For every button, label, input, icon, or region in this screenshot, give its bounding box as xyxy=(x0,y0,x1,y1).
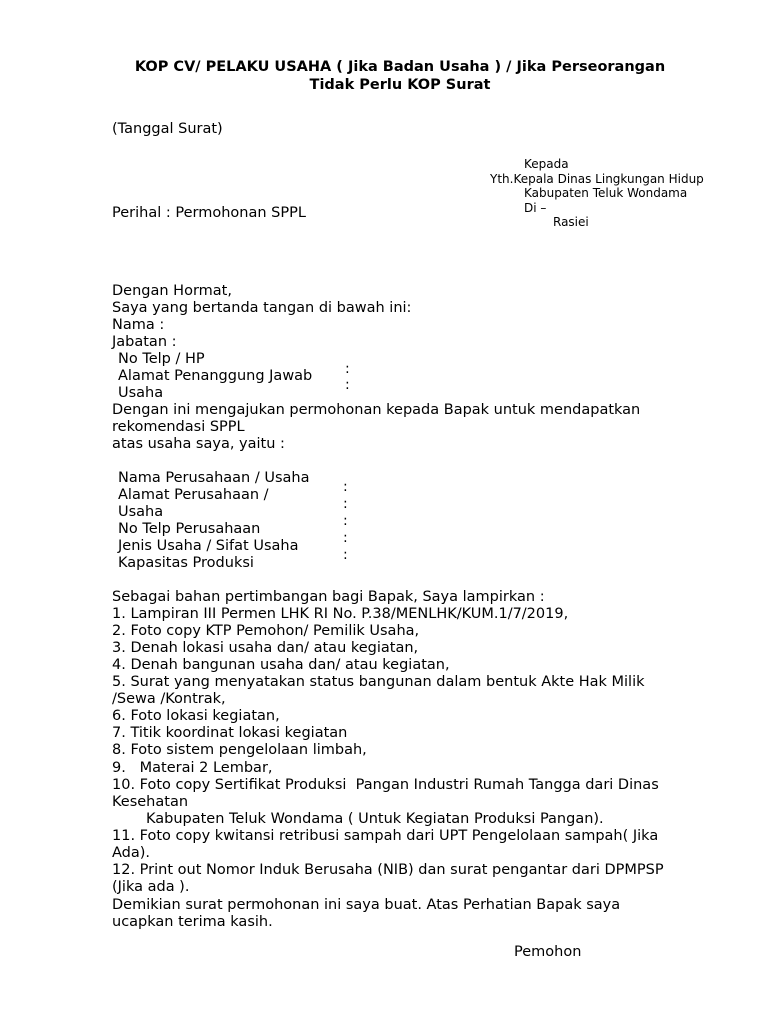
request-line3: atas usaha saya, yaitu : xyxy=(112,436,285,452)
colon-no-telp: : xyxy=(345,361,350,377)
recipient-place: Rasiei xyxy=(553,215,589,229)
attachment-item: 12. Print out Nomor Induk Berusaha (NIB) dan surat pengantar dari DPMPSP xyxy=(112,862,664,878)
attachment-item: 8. Foto sistem pengelolaan limbah, xyxy=(112,742,367,758)
letter-date: (Tanggal Surat) xyxy=(112,121,223,137)
attachment-item: /Sewa /Kontrak, xyxy=(112,691,226,707)
attachment-item: 2. Foto copy KTP Pemohon/ Pemilik Usaha, xyxy=(112,623,420,639)
attachment-item: 4. Denah bangunan usaha dan/ atau kegiatan, xyxy=(112,657,450,673)
attachment-item: Kabupaten Teluk Wondama ( Untuk Kegiatan Produksi Pangan). xyxy=(146,811,604,827)
attachment-item: 1. Lampiran III Permen LHK RI No. P.38/MENLHK/KUM.1/7/2019, xyxy=(112,606,569,622)
recipient-di: Di – xyxy=(524,201,547,215)
colon-no-telp-perusahaan: : xyxy=(343,513,348,529)
field-jenis-usaha: Jenis Usaha / Sifat Usaha xyxy=(118,538,299,554)
field-no-telp: No Telp / HP xyxy=(118,351,205,367)
field-alamat-perusahaan-line1: Alamat Perusahaan / xyxy=(118,487,269,503)
colon-jenis-usaha: : xyxy=(343,530,348,546)
field-jabatan: Jabatan : xyxy=(112,334,177,350)
closing-line2: ucapkan terima kasih. xyxy=(112,914,273,930)
field-alamat-line1: Alamat Penanggung Jawab xyxy=(118,368,313,384)
attachment-item: (Jika ada ). xyxy=(112,879,190,895)
greeting: Dengan Hormat, xyxy=(112,283,232,299)
field-kapasitas: Kapasitas Produksi xyxy=(118,555,254,571)
field-nama: Nama : xyxy=(112,317,165,333)
colon-alamat-perusahaan: : xyxy=(343,496,348,512)
field-nama-perusahaan: Nama Perusahaan / Usaha xyxy=(118,470,310,486)
intro-text: Saya yang bertanda tangan di bawah ini: xyxy=(112,300,412,316)
attachment-item: 11. Foto copy kwitansi retribusi sampah dari UPT Pengelolaan sampah( Jika xyxy=(112,828,659,844)
closing-line1: Demikian surat permohonan ini saya buat. Atas Perhatian Bapak saya xyxy=(112,897,621,913)
colon-alamat: : xyxy=(345,377,350,393)
attachment-item: 3. Denah lokasi usaha dan/ atau kegiatan, xyxy=(112,640,419,656)
request-line2: rekomendasi SPPL xyxy=(112,419,245,435)
recipient-kabupaten: Kabupaten Teluk Wondama xyxy=(524,186,688,200)
request-line1: Dengan ini mengajukan permohonan kepada Bapak untuk mendapatkan xyxy=(112,402,641,418)
recipient-kepada: Kepada xyxy=(524,157,569,171)
letterhead-title-line2: Tidak Perlu KOP Surat xyxy=(309,77,491,93)
letter-subject: Perihal : Permohonan SPPL xyxy=(112,205,306,221)
letterhead-title-line1: KOP CV/ PELAKU USAHA ( Jika Badan Usaha ) / Jika Perseorangan xyxy=(134,59,666,75)
attachment-item: Ada). xyxy=(112,845,151,861)
field-alamat-line2: Usaha xyxy=(118,385,164,401)
colon-kapasitas: : xyxy=(343,547,348,563)
attachment-item: 6. Foto lokasi kegiatan, xyxy=(112,708,280,724)
signature-label: Pemohon xyxy=(514,944,582,960)
attachments-intro: Sebagai bahan pertimbangan bagi Bapak, Saya lampirkan : xyxy=(112,589,545,605)
attachment-item: 7. Titik koordinat lokasi kegiatan xyxy=(112,725,348,741)
attachment-item: 10. Foto copy Sertifikat Produksi Pangan Industri Rumah Tangga dari Dinas xyxy=(112,777,659,793)
attachment-item: Kesehatan xyxy=(112,794,189,810)
attachment-item: 9. Materai 2 Lembar, xyxy=(112,760,273,776)
recipient-yth: Yth.Kepala Dinas Lingkungan Hidup xyxy=(490,172,704,186)
colon-nama-perusahaan: : xyxy=(343,479,348,495)
field-no-telp-perusahaan: No Telp Perusahaan xyxy=(118,521,261,537)
attachment-item: 5. Surat yang menyatakan status bangunan dalam bentuk Akte Hak Milik xyxy=(112,674,645,690)
field-alamat-perusahaan-line2: Usaha xyxy=(118,504,164,520)
